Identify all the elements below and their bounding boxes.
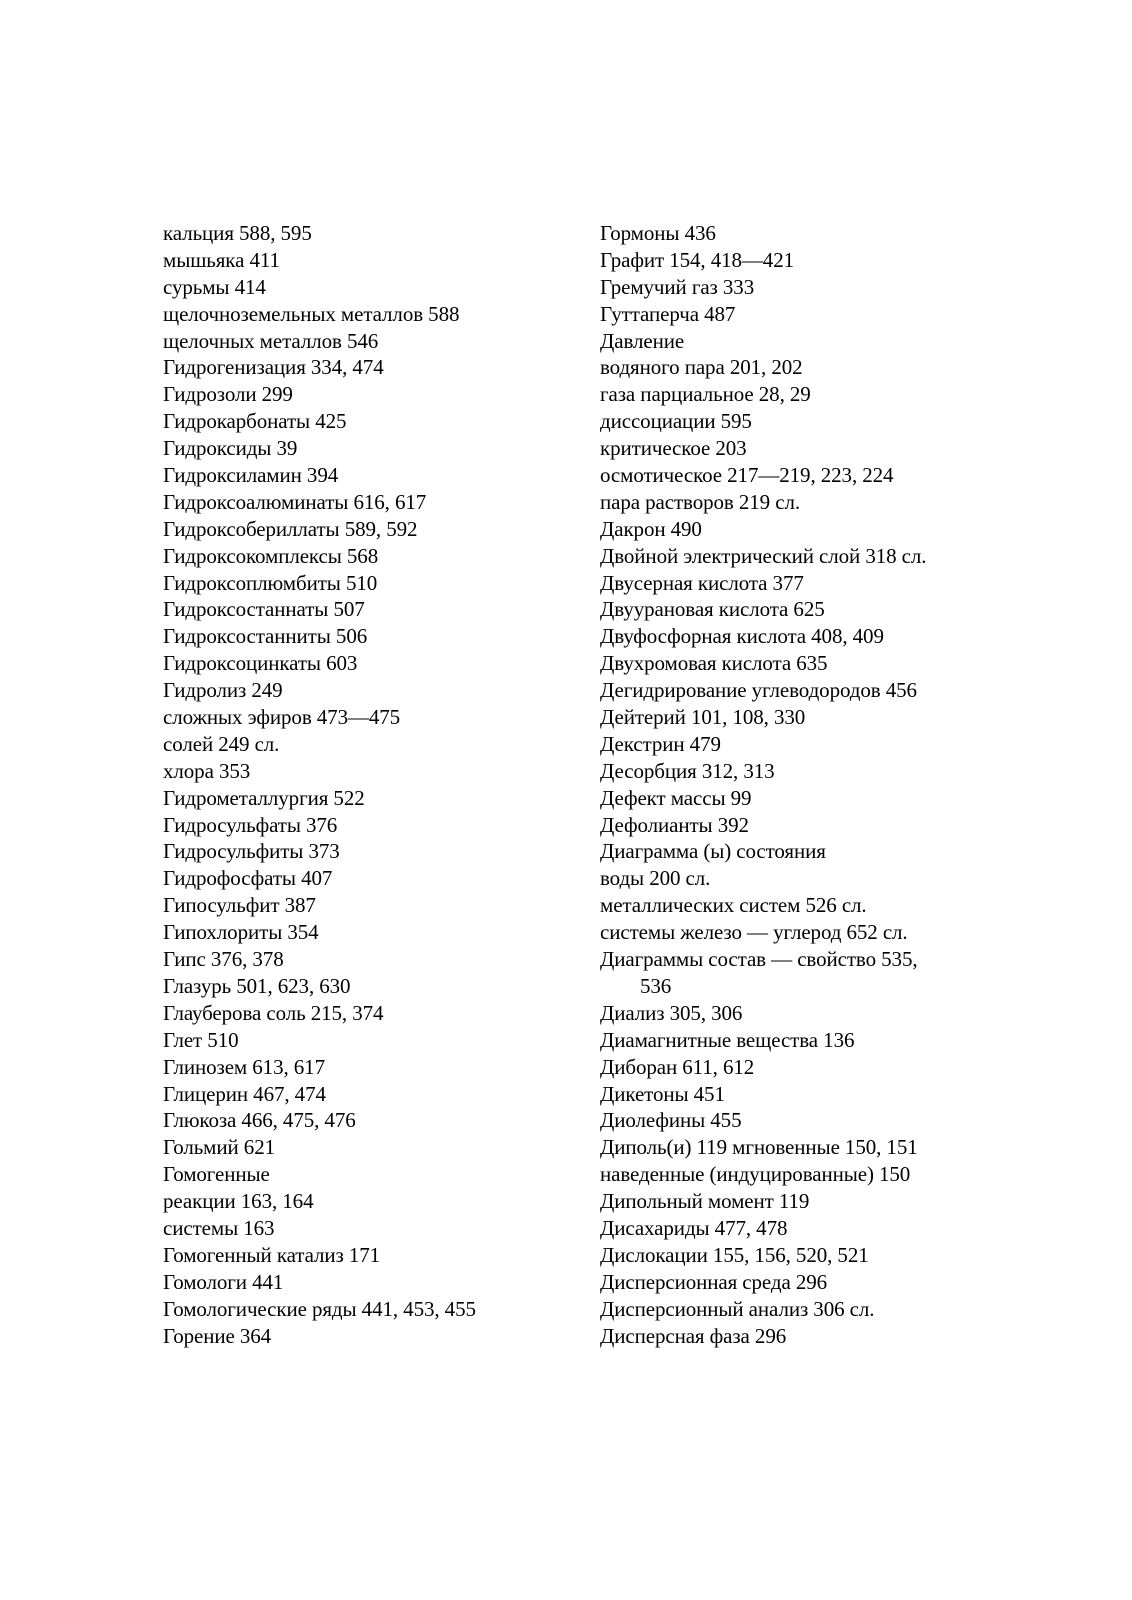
index-entry: Гидроксиламин 394	[163, 463, 339, 488]
index-entry: водяного пара 201, 202	[600, 355, 803, 380]
index-entry: Диборан 611, 612	[600, 1054, 755, 1079]
index-entry: наведенные (индуцированные) 150	[600, 1162, 911, 1187]
index-entry: Гипохлориты 354	[163, 920, 319, 945]
index-entry: Дисперсная фаза 296	[600, 1323, 787, 1348]
index-entry: критическое 203	[600, 436, 747, 461]
index-entry: Дипольный момент 119	[600, 1189, 810, 1214]
index-entry: Гидрозоли 299	[163, 382, 293, 407]
index-column-left	[163, 220, 583, 1349]
index-entry: 536	[640, 973, 672, 998]
index-entry: газа парциальное 28, 29	[600, 382, 811, 407]
index-entry: щелочных металлов 546	[163, 328, 379, 353]
index-entry: Гидроксокомплексы 568	[163, 543, 379, 568]
index-entry: Диализ 305, 306	[600, 1000, 743, 1025]
index-entry: металлических систем 526 сл.	[600, 893, 867, 918]
index-entry: Декстрин 479	[600, 731, 721, 756]
index-entry: Глет 510	[163, 1027, 239, 1052]
index-entry: Дисперсионный анализ 306 сл.	[600, 1296, 875, 1321]
index-entry: Гуттаперча 487	[600, 301, 736, 326]
index-entry: Гормоны 436	[600, 221, 716, 245]
index-entry: кальция 588, 595	[163, 221, 312, 245]
index-entry: мышьяка 411	[163, 247, 280, 272]
index-entry: Десорбция 312, 313	[600, 758, 775, 783]
index-entry: Глинозем 613, 617	[163, 1054, 325, 1079]
index-entry: солей 249 сл.	[163, 731, 280, 756]
index-entry: Дисперсионная среда 296	[600, 1269, 828, 1294]
index-entry: Гомогенный катализ 171	[163, 1242, 381, 1267]
index-entry: Гремучий газ 333	[600, 274, 755, 299]
index-entry: Гидросульфиты 373	[163, 839, 340, 864]
index-entry: Гидроксиды 39	[163, 436, 298, 461]
index-entry: Диполь(и) 119 мгновенные 150, 151	[600, 1135, 918, 1160]
index-entry: сложных эфиров 473—475	[163, 705, 401, 730]
index-entry: воды 200 сл.	[600, 866, 711, 891]
index-entry: Глауберова соль 215, 374	[163, 1000, 384, 1025]
index-entry: Гольмий 621	[163, 1135, 275, 1160]
index-entry: системы 163	[163, 1215, 275, 1240]
index-entry: Графит 154, 418—421	[600, 247, 795, 272]
index-entry: реакции 163, 164	[163, 1189, 314, 1214]
index-entry: Гидроксостанниты 506	[163, 624, 368, 649]
index-entry: Глицерин 467, 474	[163, 1081, 326, 1106]
index-entry: Двусерная кислота 377	[600, 570, 804, 595]
index-entry: Гидрофосфаты 407	[163, 866, 333, 891]
index-entry: Диамагнитные вещества 136	[600, 1027, 855, 1052]
index-entry: Гомологические ряды 441, 453, 455	[163, 1296, 476, 1321]
index-entry: хлора 353	[163, 758, 251, 783]
index-entry: Глазурь 501, 623, 630	[163, 973, 351, 998]
index-entry: диссоциации 595	[600, 409, 752, 434]
index-entry: Дефолианты 392	[600, 812, 749, 837]
index-entry: щелочноземельных металлов 588	[163, 301, 460, 326]
index-entry: Дегидрирование углеводородов 456	[600, 678, 917, 703]
index-entry: Гипс 376, 378	[163, 947, 284, 972]
index-entry: Двухромовая кислота 635	[600, 651, 828, 676]
index-entry: Глюкоза 466, 475, 476	[163, 1108, 356, 1133]
index-entry: Дисахариды 477, 478	[600, 1215, 788, 1240]
index-entry: Гипосульфит 387	[163, 893, 316, 918]
index-entry: Дейтерий 101, 108, 330	[600, 705, 806, 730]
index-entry: Диолефины 455	[600, 1108, 742, 1133]
index-entry: Гидрокарбонаты 425	[163, 409, 347, 434]
index-entry: Давление	[600, 328, 685, 353]
index-entry: Гидрогенизация 334, 474	[163, 355, 384, 380]
index-entry: Дакрон 490	[600, 516, 702, 541]
index-entry: Двойной электрический слой 318 сл.	[600, 543, 927, 568]
index-entry: пара растворов 219 сл.	[600, 489, 800, 514]
index-entry: Дислокации 155, 156, 520, 521	[600, 1242, 869, 1267]
index-entry: Гидроксоалюминаты 616, 617	[163, 489, 427, 514]
index-entry: Гомологи 441	[163, 1269, 284, 1294]
index-entry: Гидролиз 249	[163, 678, 283, 703]
index-entry: Гидросульфаты 376	[163, 812, 338, 837]
index-entry: Диаграммы состав — свойство 535,	[600, 947, 918, 972]
index-entry: Гомогенные	[163, 1162, 270, 1187]
index-column-right	[600, 220, 1000, 1349]
index-entry: Гидроксоцинкаты 603	[163, 651, 358, 676]
index-entry: сурьмы 414	[163, 274, 266, 299]
index-entry: осмотическое 217—219, 223, 224	[600, 463, 894, 488]
index-entry: Двуурановая кислота 625	[600, 597, 825, 622]
index-entry: Гидрометаллургия 522	[163, 785, 365, 810]
index-entry: Горение 364	[163, 1323, 272, 1348]
index-entry: Дефект массы 99	[600, 785, 752, 810]
index-entry: Диаграмма (ы) состояния	[600, 839, 826, 864]
index-entry: Гидроксостаннаты 507	[163, 597, 365, 622]
index-entry: Гидроксобериллаты 589, 592	[163, 516, 418, 541]
index-entry: системы железо — углерод 652 сл.	[600, 920, 908, 945]
index-entry: Дикетоны 451	[600, 1081, 725, 1106]
index-entry: Двуфосфорная кислота 408, 409	[600, 624, 884, 649]
index-entry: Гидроксоплюмбиты 510	[163, 570, 378, 595]
